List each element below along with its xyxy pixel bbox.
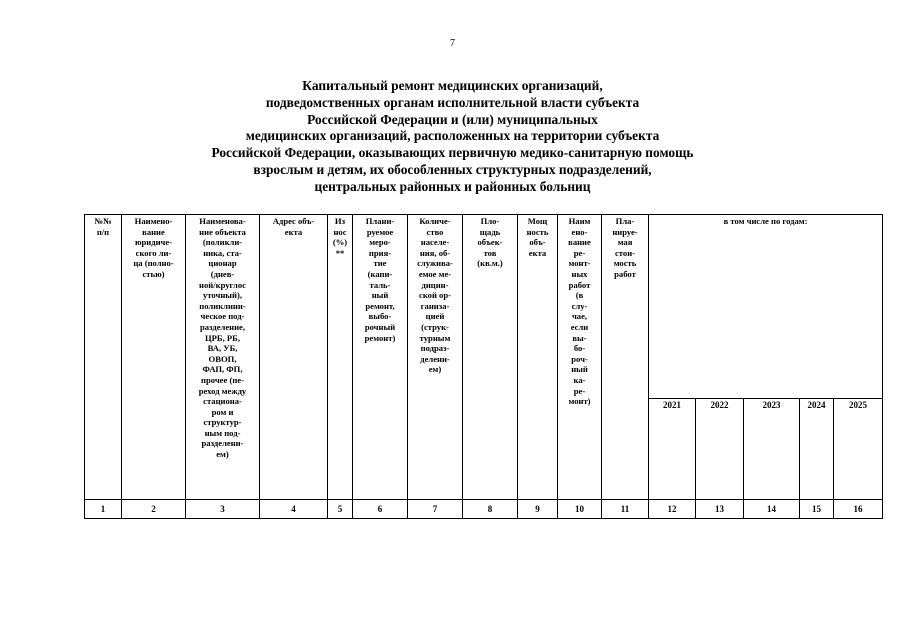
header-text: Количе- ство населе- ния, об- служива- емое ме- дицин- ской ор- ганиза- цией (струк- турным подраз- делени- ем) bbox=[417, 216, 453, 375]
header-text: Наименова- ние объекта (поликли- ника, ста- ционар (днев- ной/круглос уточный), поликлини- ческое под- разделение, ЦРБ, РБ, ВА, УБ, ОВОП, ФАП, ФП, прочее (пе- реход между стациона- ром и структур- ным под- разделени- ем) bbox=[198, 216, 247, 460]
column-number: 13 bbox=[696, 500, 744, 519]
year-header: 2025 bbox=[834, 399, 883, 500]
year-header: 2024 bbox=[800, 399, 834, 500]
header-cell bbox=[353, 215, 408, 500]
header-cell bbox=[328, 215, 353, 500]
header-cell bbox=[186, 215, 260, 500]
header-text: Наим ено- вание ре- монт- ных работ (в слу- чае, если вы- бо- роч- ный ка- ре- монт) bbox=[568, 216, 591, 407]
column-number: 9 bbox=[518, 500, 558, 519]
header-text: Из нос (%) ** bbox=[332, 216, 348, 258]
column-number: 12 bbox=[649, 500, 696, 519]
column-number: 3 bbox=[186, 500, 260, 519]
header-text: №№ п/п bbox=[94, 216, 112, 237]
column-number: 16 bbox=[834, 500, 883, 519]
header-text: Пло- щадь объек- тов (кв.м.) bbox=[477, 216, 503, 269]
column-number-row bbox=[85, 500, 883, 519]
document-title bbox=[130, 78, 775, 196]
years-group-header: в том числе по годам: bbox=[649, 215, 883, 399]
header-text: Адрес объ- екта bbox=[272, 216, 315, 237]
title-line: центральных районных и районных больниц bbox=[314, 178, 591, 194]
column-number: 11 bbox=[602, 500, 649, 519]
column-number: 10 bbox=[558, 500, 602, 519]
page-number: 7 bbox=[450, 38, 455, 49]
header-cell bbox=[85, 215, 122, 500]
header-text: Наимено- вание юридиче- ского ли- ца (полно- стью) bbox=[133, 216, 174, 279]
column-number: 15 bbox=[800, 500, 834, 519]
column-number: 7 bbox=[408, 500, 463, 519]
column-number: 4 bbox=[260, 500, 328, 519]
year-header: 2021 bbox=[649, 399, 696, 500]
repair-table bbox=[84, 214, 883, 519]
header-text: Пла- нируе- мая стои- мость работ bbox=[612, 216, 638, 279]
year-header: 2023 bbox=[744, 399, 800, 500]
header-cell bbox=[602, 215, 649, 500]
header-cell bbox=[122, 215, 186, 500]
header-cell bbox=[558, 215, 602, 500]
header-cell bbox=[408, 215, 463, 500]
header-text: Плани- руемое меро- прия- тие (капи- таль- ный ремонт, выбо- рочный ремонт) bbox=[364, 216, 396, 343]
header-cell bbox=[463, 215, 518, 500]
title-line: медицинских организаций, расположенных на территории субъекта bbox=[245, 128, 660, 144]
year-header: 2022 bbox=[696, 399, 744, 500]
column-number: 6 bbox=[353, 500, 408, 519]
title-line: подведомственных органам исполнительной власти субъекта bbox=[265, 94, 640, 110]
header-text: Мощ ность объ- екта bbox=[526, 216, 549, 258]
column-number: 2 bbox=[122, 500, 186, 519]
header-cell bbox=[518, 215, 558, 500]
header-cell bbox=[260, 215, 328, 500]
title-line: Капитальный ремонт медицинских организаций, bbox=[302, 78, 603, 93]
title-line: Российской Федерации и (или) муниципальных bbox=[307, 111, 598, 127]
column-number: 14 bbox=[744, 500, 800, 519]
column-number: 1 bbox=[85, 500, 122, 519]
title-line: взрослым и детям, их обособленных структурных подразделений, bbox=[253, 161, 652, 177]
title-line: Российской Федерации, оказывающих первичную медико-санитарную помощь bbox=[211, 145, 694, 161]
column-number: 8 bbox=[463, 500, 518, 519]
column-number: 5 bbox=[328, 500, 353, 519]
